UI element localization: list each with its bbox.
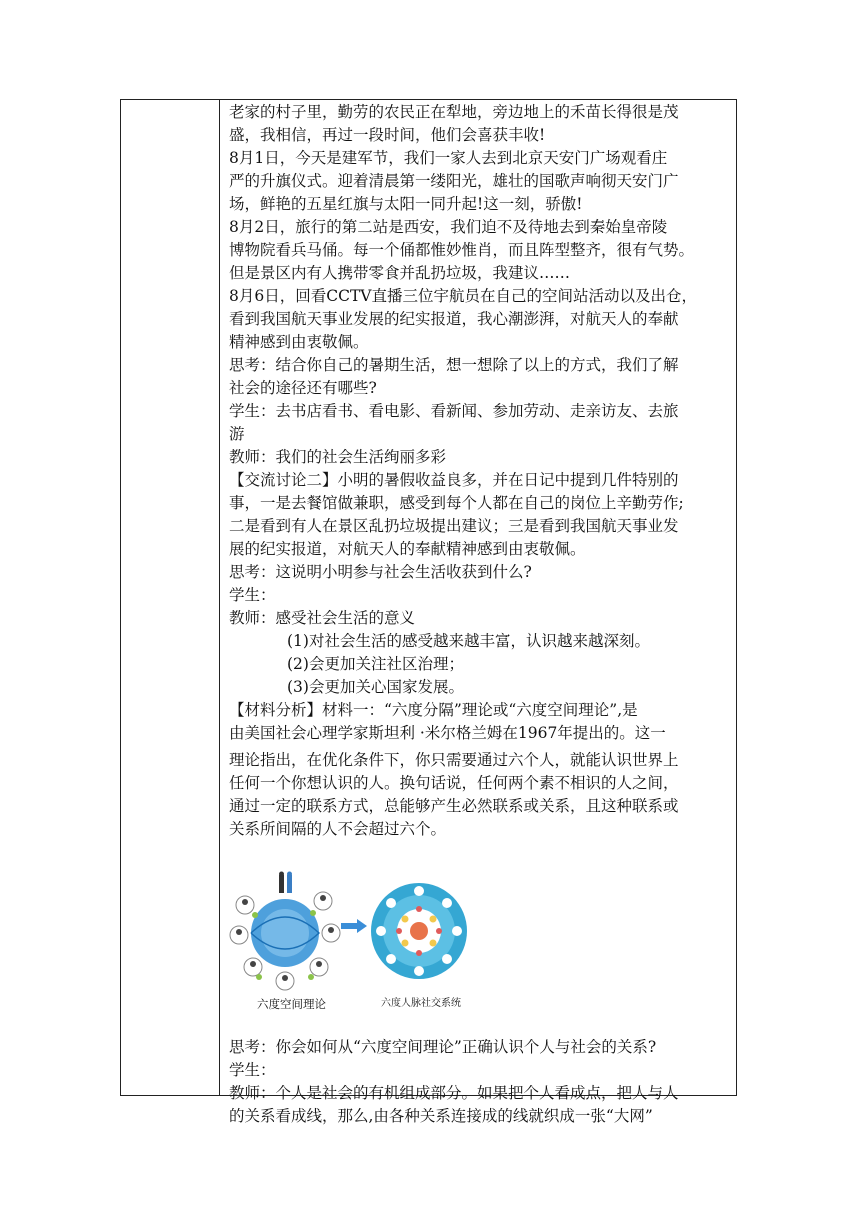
figure-caption-right: 六度人脉社交系统 <box>381 998 461 1009</box>
text-line: 看到我国航天事业发展的纪实报道，我心潮澎湃，对航天人的奉献 <box>229 310 679 328</box>
text-line: 的关系看成线，那么,由各种关系连接成的线就织成一张“大网” <box>229 1107 653 1125</box>
text-line: 【交流讨论二】小明的暑假收益良多，并在日记中提到几件特别的 <box>229 471 679 489</box>
social-network-circle-image <box>369 873 469 989</box>
text-line: 任何一个你想认识的人。换句话说，任何两个素不相识的人之间， <box>229 774 679 792</box>
text-line: 学生： <box>229 1061 276 1079</box>
text-line: 事，一是去餐馆做兼职，感受到每个人都在自己的岗位上辛勤劳作; <box>229 494 684 512</box>
text-line: 但是景区内有人携带零食并乱扔垃圾，我建议…… <box>229 264 571 282</box>
text-line: 游 <box>229 425 245 443</box>
text-line: 通过一定的联系方式，总能够产生必然联系或关系，且这种联系或 <box>229 797 679 815</box>
list-item: (3)会更加关心国家发展。 <box>287 678 464 696</box>
text-line: 【材料分析】材料一：“六度分隔”理论或“六度空间理论”,是 <box>229 701 638 719</box>
text-line: 展的纪实报道，对航天人的奉献精神感到由衷敬佩。 <box>229 540 586 558</box>
text-line: 教师：我们的社会生活绚丽多彩 <box>229 448 447 466</box>
text-line: 老家的村子里，勤劳的农民正在犁地，旁边地上的禾苗长得很是茂 <box>229 103 679 121</box>
text-line: 盛，我相信，再过一段时间，他们会喜获丰收! <box>229 126 546 144</box>
list-item: (2)会更加关注社区治理； <box>287 655 464 673</box>
list-item: (1)对社会生活的感受越来越丰富，认识越来越深刻。 <box>287 632 650 650</box>
text-line: 精神感到由衷敬佩。 <box>229 333 369 351</box>
six-degrees-figure <box>229 871 731 1036</box>
text-line: 关系所间隔的人不会超过六个。 <box>229 820 447 838</box>
text-line: 场，鲜艳的五星红旗与太阳一同升起!这一刻，骄傲! <box>229 195 583 213</box>
text-line: 教师：感受社会生活的意义 <box>229 609 416 627</box>
text-line: 理论指出，在优化条件下，你只需要通过六个人，就能认识世界上 <box>229 751 679 769</box>
figure-caption-left: 六度空间理论 <box>257 997 326 1011</box>
table-column-divider <box>219 99 220 1096</box>
text-line: 博物院看兵马俑。每一个俑都惟妙惟肖，而且阵型整齐，很有气势。 <box>229 241 695 259</box>
text-line: 8月6日，回看CCTV直播三位宇航员在自己的空间站活动以及出仓， <box>229 287 697 305</box>
text-line: 教师：个人是社会的有机组成部分。如果把个人看成点，把人与人 <box>229 1084 679 1102</box>
arrow-right-icon <box>341 919 367 933</box>
lesson-content-cell <box>229 101 731 1128</box>
text-line: 思考：结合你自己的暑期生活，想一想除了以上的方式，我们了解 <box>229 356 679 374</box>
text-line: 8月1日，今天是建军节，我们一家人去到北京天安门广场观看庄 <box>229 149 668 167</box>
text-line: 社会的途径还有哪些? <box>229 379 377 397</box>
text-line: 由美国社会心理学家斯坦利 ·米尔格兰姆在1967年提出的。这一 <box>229 724 666 742</box>
six-degrees-network-image <box>229 871 341 991</box>
text-line: 思考：你会如何从“六度空间理论”正确认识个人与社会的关系? <box>229 1038 657 1056</box>
text-line: 二是看到有人在景区乱扔垃圾提出建议；三是看到我国航天事业发 <box>229 517 679 535</box>
text-line: 严的升旗仪式。迎着清晨第一缕阳光，雄壮的国歌声响彻天安门广 <box>229 172 679 190</box>
text-line: 学生：去书店看书、看电影、看新闻、参加劳动、走亲访友、去旅 <box>229 402 679 420</box>
text-line: 思考：这说明小明参与社会生活收获到什么? <box>229 563 532 581</box>
text-line: 8月2日，旅行的第二站是西安，我们迫不及待地去到秦始皇帝陵 <box>229 218 668 236</box>
text-line: 学生： <box>229 586 276 604</box>
